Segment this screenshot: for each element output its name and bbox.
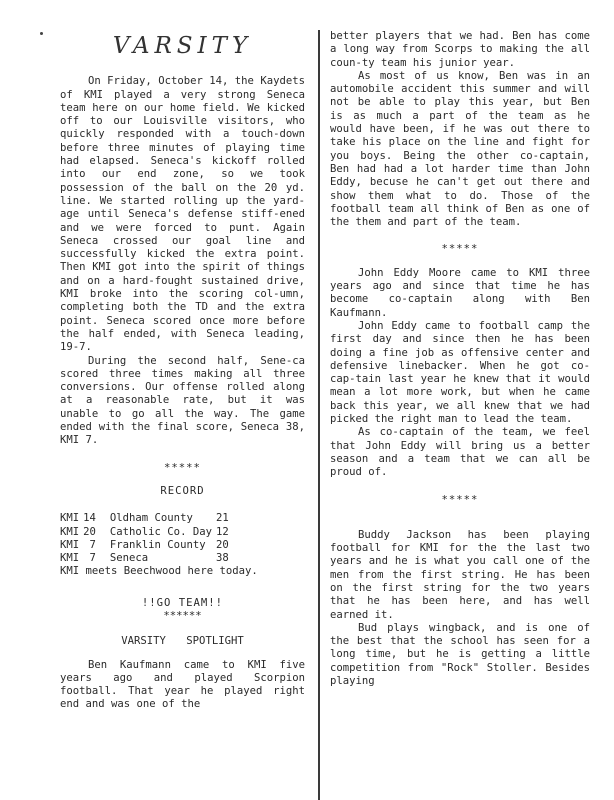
record-opponent: Catholic Co. Day — [109, 525, 212, 538]
spotlight-paragraph-1: Ben Kaufmann came to KMI five years ago and played Scorpion football. That year he played right end and was one of the — [60, 658, 305, 711]
game-report-paragraph-2: During the second half, Sene-ca scored three times making all three conversions. Our offense rolled along at a reasonable rate, but it was unable to go all the way. The game ended with the final score, Seneca 38, KMI 7. — [60, 354, 305, 447]
spotlight-paragraph-6: As co-captain of the team, we feel that John Eddy will bring us a better season and a team that we can all be proud of. — [330, 426, 590, 479]
record-score: 7 — [89, 552, 96, 565]
table-row — [60, 512, 233, 525]
right-column — [330, 30, 590, 688]
record-team: KMI — [60, 538, 80, 551]
record-opponent-score: 38 — [215, 552, 229, 565]
page-title: VARSITY — [112, 33, 253, 59]
spotlight-heading: VARSITY SPOTLIGHT — [121, 635, 244, 648]
record-note: KMI meets Beechwood here today. — [60, 565, 258, 578]
table-row — [60, 539, 233, 552]
section-separator: ***** — [441, 493, 479, 506]
section-separator: ***** — [164, 461, 201, 474]
record-opponent-score: 20 — [215, 538, 229, 551]
record-team: KMI — [60, 552, 80, 565]
spotlight-paragraph-5: John Eddy came to football camp the first day and since then he has been doing a fine job as offensive center and defensive linebacker. When he got co-cap-tain last year he knew that it would mean a lot more work, but when he came back this year, we all knew that we had picked the right man to lead the team. — [330, 319, 590, 426]
spotlight-paragraph-8: Bud plays wingback, and is one of the best that the school has seen for a long time, but he is getting a little competition from "Rock" Stoller. Besides playing — [330, 621, 590, 688]
section-separator: ***** — [441, 243, 479, 256]
record-team: KMI — [60, 512, 80, 525]
table-row — [60, 552, 233, 565]
ink-speck — [40, 32, 43, 35]
record-opponent-score: 21 — [215, 512, 229, 525]
record-score: 20 — [83, 525, 96, 538]
section-separator: ****** — [163, 609, 202, 622]
game-report-paragraph-1: On Friday, October 14, the Kaydets of KMI played a very strong Seneca team here on our home field. We kicked off to our Louisville visitors, who quickly responded with a touch-down before three minutes of playing time had elapsed. Seneca's kickoff rolled into our end zone, so we took possession of the ball on the 20 yd. line. We started rolling up the yard-age until Seneca's defense stiff-ened and we were forced to punt. Again Seneca crossed our goal line and successfully kicked the extra point. Then KMI got into the spirit of things and on a hard-fought sustained drive, KMI broke into the scoring col-umn, completing both the TD and the extra point. Seneca scored once more before the half ended, with Seneca leading, 19-7. — [60, 75, 305, 354]
column-divider — [318, 30, 320, 800]
table-row — [60, 526, 233, 539]
record-score: 7 — [89, 538, 96, 551]
spotlight-paragraph-7: Buddy Jackson has been playing football for KMI for the the last two years and he is what you call one of the men from the first string. He has been on the first string for the two years that he has been here, and has well earned it. — [330, 528, 590, 621]
record-opponent: Franklin County — [109, 538, 206, 551]
record-opponent-score: 12 — [215, 525, 229, 538]
cheer-text: !!GO TEAM!! — [141, 596, 224, 609]
record-team: KMI — [60, 525, 80, 538]
record-score: 14 — [83, 512, 96, 525]
record-opponent: Seneca — [109, 552, 149, 565]
left-column — [60, 33, 305, 712]
spotlight-paragraph-3: As most of us know, Ben was in an automobile accident this summer and will not be able to play this year, but Ben is as much a part of the team as he would have been, if he was out there to take his place on the line and fight for you boys. Being the other co-captain, Ben had had a lot harder time than John Eddy, becuse he can't get out there and show them what to do. Those of the football team all think of Ben as one of the them and part of the team. — [330, 69, 590, 229]
record-heading: RECORD — [160, 484, 205, 497]
spotlight-paragraph-2: better players that we had. Ben has come a long way from Scorps to making the all coun-ty team his junior year. — [330, 30, 590, 69]
record-table — [60, 512, 233, 565]
record-opponent: Oldham County — [109, 512, 193, 525]
spotlight-paragraph-4: John Eddy Moore came to KMI three years ago and since that time he has become co-captain along with Ben Kaufmann. — [330, 266, 590, 319]
